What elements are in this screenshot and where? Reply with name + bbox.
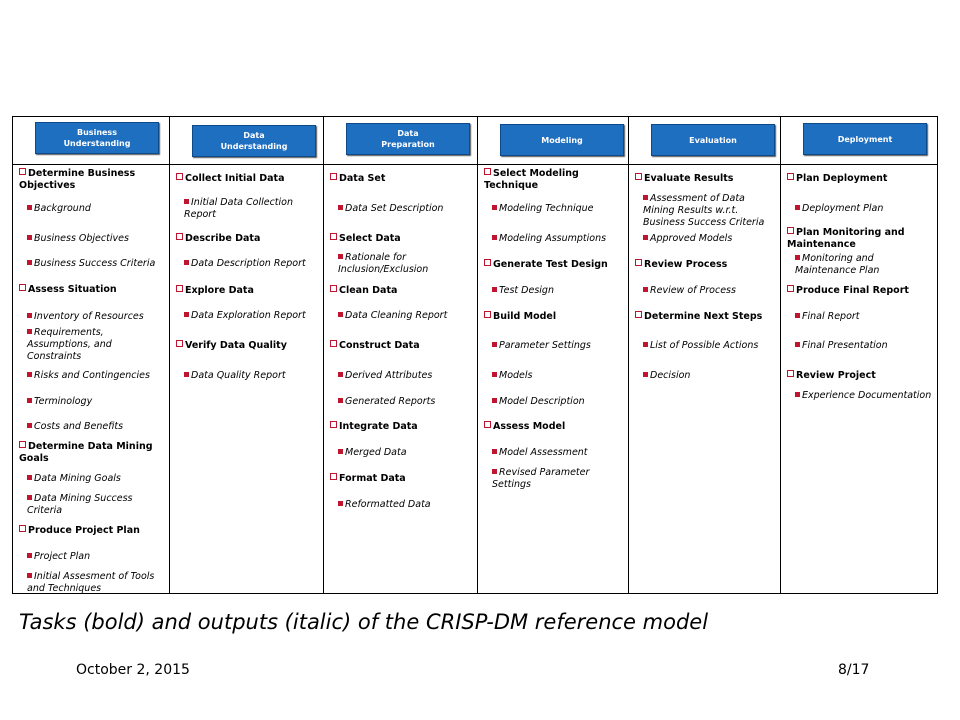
task-label: Clean Data	[339, 285, 398, 296]
task-item	[176, 285, 319, 297]
task-label: Evaluate Results	[644, 173, 734, 184]
output-label: Assessment of Data Mining Results w.r.t. Business Success Criteria	[643, 193, 765, 228]
output-item	[484, 467, 624, 491]
checkbox-icon	[19, 525, 26, 532]
output-item	[330, 310, 473, 322]
phase-header-modeling: Modeling	[500, 124, 624, 156]
task-label: Review Project	[796, 370, 876, 381]
output-label: Data Quality Report	[191, 370, 286, 381]
bullet-icon	[338, 449, 343, 454]
task-item	[787, 173, 933, 185]
checkbox-icon	[19, 441, 26, 448]
output-label: Inventory of Resources	[34, 311, 144, 322]
output-item	[176, 370, 319, 382]
task-item	[484, 311, 624, 323]
output-item	[484, 233, 624, 245]
task-label: Review Process	[644, 259, 728, 270]
task-item	[787, 285, 933, 297]
output-label: Decision	[650, 370, 691, 381]
output-label: Initial Assesment of Tools and Techniques	[27, 571, 155, 594]
task-label: Determine Data Mining Goals	[19, 441, 153, 464]
output-item	[176, 258, 319, 270]
output-item	[19, 493, 165, 517]
output-item	[330, 396, 473, 408]
bullet-icon	[492, 205, 497, 210]
bullet-icon	[643, 235, 648, 240]
bullet-icon	[27, 475, 32, 480]
task-item	[484, 421, 624, 433]
bullet-icon	[492, 449, 497, 454]
output-item	[330, 252, 473, 276]
checkbox-icon	[635, 173, 642, 180]
task-item	[635, 311, 776, 323]
task-item	[787, 227, 933, 251]
task-label: Collect Initial Data	[185, 173, 285, 184]
output-label: Terminology	[34, 396, 93, 407]
checkbox-icon	[19, 284, 26, 291]
output-label: Generated Reports	[345, 396, 436, 407]
output-item	[19, 421, 165, 433]
phase-column-data-preparation	[324, 117, 478, 593]
output-label: Monitoring and Maintenance Plan	[795, 253, 880, 276]
bullet-icon	[338, 501, 343, 506]
checkbox-icon	[787, 370, 794, 377]
task-label: Explore Data	[185, 285, 254, 296]
task-item	[19, 284, 165, 296]
output-label: Data Mining Success Criteria	[27, 493, 133, 516]
bullet-icon	[184, 260, 189, 265]
bullet-icon	[27, 313, 32, 318]
task-item	[176, 233, 319, 245]
checkbox-icon	[330, 173, 337, 180]
output-label: Costs and Benefits	[34, 421, 124, 432]
bullet-icon	[338, 372, 343, 377]
phase-column-evaluation	[629, 117, 781, 593]
bullet-icon	[27, 495, 32, 500]
task-label: Determine Next Steps	[644, 311, 763, 322]
output-label: Derived Attributes	[345, 370, 433, 381]
bullet-icon	[27, 372, 32, 377]
output-item	[19, 258, 165, 270]
phase-header-business-understanding: Business Understanding	[35, 122, 159, 154]
task-item	[330, 473, 473, 485]
footer-date: October 2, 2015	[76, 662, 190, 678]
output-label: Data Exploration Report	[191, 310, 306, 321]
checkbox-icon	[330, 421, 337, 428]
output-item	[19, 203, 165, 215]
bullet-icon	[492, 235, 497, 240]
checkbox-icon	[787, 173, 794, 180]
output-label: Risks and Contingencies	[34, 370, 150, 381]
task-label: Assess Model	[493, 421, 566, 432]
output-item	[484, 396, 624, 408]
output-item	[787, 390, 933, 402]
output-label: Revised Parameter Settings	[492, 467, 590, 490]
output-label: Model Description	[499, 396, 585, 407]
bullet-icon	[27, 235, 32, 240]
bullet-icon	[184, 312, 189, 317]
checkbox-icon	[484, 168, 491, 175]
task-item	[484, 259, 624, 271]
output-label: Deployment Plan	[802, 203, 884, 214]
output-label: Data Cleaning Report	[345, 310, 448, 321]
task-item	[330, 421, 473, 433]
output-label: Business Objectives	[34, 233, 129, 244]
task-label: Plan Monitoring and Maintenance	[787, 227, 905, 250]
bullet-icon	[27, 553, 32, 558]
output-label: List of Possible Actions	[650, 340, 759, 351]
output-item	[787, 311, 933, 323]
output-item	[19, 396, 165, 408]
task-item	[635, 259, 776, 271]
bullet-icon	[492, 342, 497, 347]
task-label: Data Set	[339, 173, 386, 184]
output-item	[484, 203, 624, 215]
output-item	[19, 233, 165, 245]
crisp-dm-table	[12, 116, 938, 594]
output-item	[484, 285, 624, 297]
output-label: Business Success Criteria	[34, 258, 156, 269]
task-label: Produce Final Report	[796, 285, 909, 296]
bullet-icon	[27, 329, 32, 334]
task-label: Integrate Data	[339, 421, 418, 432]
output-label: Parameter Settings	[499, 340, 591, 351]
output-item	[484, 447, 624, 459]
slide-caption: Tasks (bold) and outputs (italic) of the CRISP-DM reference model	[19, 610, 709, 634]
phase-column-modeling	[478, 117, 629, 593]
task-item	[787, 370, 933, 382]
output-label: Project Plan	[34, 551, 91, 562]
task-item	[635, 173, 776, 185]
task-label: Build Model	[493, 311, 557, 322]
output-item	[176, 310, 319, 322]
checkbox-icon	[330, 473, 337, 480]
checkbox-icon	[176, 285, 183, 292]
task-label: Generate Test Design	[493, 259, 608, 270]
bullet-icon	[643, 287, 648, 292]
bullet-icon	[795, 255, 800, 260]
output-label: Reformatted Data	[345, 499, 431, 510]
output-item	[787, 253, 933, 277]
task-label: Construct Data	[339, 340, 420, 351]
output-label: Approved Models	[650, 233, 733, 244]
output-item	[635, 340, 776, 352]
bullet-icon	[492, 287, 497, 292]
task-item	[330, 173, 473, 185]
phase-column-deployment	[781, 117, 937, 593]
output-item	[19, 571, 165, 595]
bullet-icon	[27, 398, 32, 403]
output-label: Modeling Assumptions	[499, 233, 607, 244]
task-item	[19, 168, 165, 192]
output-label: Background	[34, 203, 91, 214]
bullet-icon	[795, 205, 800, 210]
output-label: Initial Data Collection Report	[184, 197, 293, 220]
output-label: Modeling Technique	[499, 203, 594, 214]
output-label: Requirements, Assumptions, and Constraints	[27, 327, 112, 362]
output-item	[635, 285, 776, 297]
bullet-icon	[643, 372, 648, 377]
bullet-icon	[27, 260, 32, 265]
bullet-icon	[338, 398, 343, 403]
output-item	[19, 370, 165, 382]
phase-header-data-understanding: Data Understanding	[192, 125, 316, 157]
task-label: Assess Situation	[28, 284, 117, 295]
output-item	[19, 473, 165, 485]
output-label: Final Report	[802, 311, 860, 322]
bullet-icon	[643, 195, 648, 200]
checkbox-icon	[19, 168, 26, 175]
output-item	[19, 327, 165, 363]
bullet-icon	[184, 372, 189, 377]
task-label: Determine Business Objectives	[19, 168, 136, 191]
output-item	[19, 551, 165, 563]
output-item	[330, 499, 473, 511]
output-item	[330, 447, 473, 459]
task-item	[330, 233, 473, 245]
task-label: Produce Project Plan	[28, 525, 140, 536]
output-label: Experience Documentation	[802, 390, 932, 401]
output-item	[330, 203, 473, 215]
task-item	[330, 285, 473, 297]
bullet-icon	[27, 423, 32, 428]
checkbox-icon	[484, 421, 491, 428]
output-label: Data Description Report	[191, 258, 306, 269]
task-label: Format Data	[339, 473, 406, 484]
task-item	[484, 168, 624, 192]
checkbox-icon	[484, 259, 491, 266]
output-item	[787, 340, 933, 352]
output-item	[176, 197, 319, 221]
bullet-icon	[492, 469, 497, 474]
bullet-icon	[492, 372, 497, 377]
phase-column-data-understanding	[170, 117, 324, 593]
output-item	[635, 370, 776, 382]
output-label: Data Mining Goals	[34, 473, 121, 484]
output-label: Review of Process	[650, 285, 736, 296]
checkbox-icon	[787, 285, 794, 292]
checkbox-icon	[787, 227, 794, 234]
phase-header-data-preparation: Data Preparation	[346, 123, 470, 155]
output-item	[19, 311, 165, 323]
output-item	[635, 193, 776, 229]
output-item	[787, 203, 933, 215]
output-label: Models	[499, 370, 533, 381]
task-label: Verify Data Quality	[185, 340, 287, 351]
checkbox-icon	[484, 311, 491, 318]
output-label: Merged Data	[345, 447, 407, 458]
bullet-icon	[338, 205, 343, 210]
bullet-icon	[795, 392, 800, 397]
output-label: Data Set Description	[345, 203, 444, 214]
checkbox-icon	[635, 259, 642, 266]
bullet-icon	[27, 573, 32, 578]
task-label: Plan Deployment	[796, 173, 888, 184]
output-item	[635, 233, 776, 245]
bullet-icon	[338, 312, 343, 317]
task-item	[330, 340, 473, 352]
checkbox-icon	[330, 233, 337, 240]
checkbox-icon	[330, 340, 337, 347]
bullet-icon	[492, 398, 497, 403]
bullet-icon	[795, 313, 800, 318]
output-item	[484, 340, 624, 352]
phase-header-deployment: Deployment	[803, 123, 927, 155]
phase-header-evaluation: Evaluation	[651, 124, 775, 156]
output-label: Final Presentation	[802, 340, 888, 351]
output-label: Rationale for Inclusion/Exclusion	[338, 252, 429, 275]
checkbox-icon	[176, 173, 183, 180]
task-item	[19, 441, 165, 465]
checkbox-icon	[176, 233, 183, 240]
output-item	[330, 370, 473, 382]
checkbox-icon	[330, 285, 337, 292]
bullet-icon	[338, 254, 343, 259]
bullet-icon	[27, 205, 32, 210]
bullet-icon	[795, 342, 800, 347]
task-label: Select Data	[339, 233, 401, 244]
checkbox-icon	[176, 340, 183, 347]
task-label: Select Modeling Technique	[484, 168, 579, 191]
output-label: Test Design	[499, 285, 554, 296]
output-item	[484, 370, 624, 382]
task-item	[19, 525, 165, 537]
bullet-icon	[643, 342, 648, 347]
output-label: Model Assessment	[499, 447, 588, 458]
task-item	[176, 340, 319, 352]
phase-column-business-understanding	[13, 117, 170, 593]
task-item	[176, 173, 319, 185]
page-number: 8/17	[838, 662, 870, 678]
bullet-icon	[184, 199, 189, 204]
task-label: Describe Data	[185, 233, 261, 244]
checkbox-icon	[635, 311, 642, 318]
